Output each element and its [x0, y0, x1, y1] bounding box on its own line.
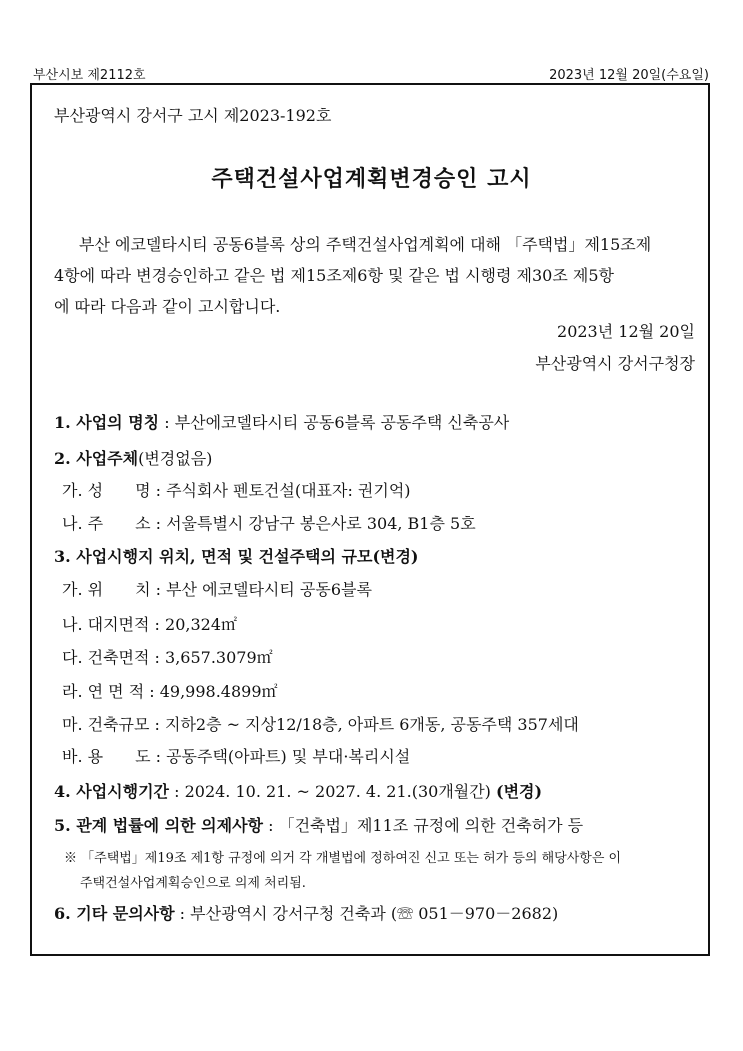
item-3c: 다. 건축면적 : 3,657.3079㎡ — [62, 648, 273, 667]
item-2-suffix: (변경없음) — [138, 449, 213, 468]
item-5-label: 5. 관계 법률에 의한 의제사항 — [54, 816, 264, 835]
item-4-label: 4. 사업시행기간 — [54, 782, 170, 801]
notice-number: 부산광역시 강서구 고시 제2023-192호 — [54, 106, 332, 125]
item-4-suffix: (변경) — [496, 782, 543, 801]
item-5-value: : 「건축법」제11조 규정에 의한 건축허가 등 — [263, 816, 584, 835]
item-3e: 마. 건축규모 : 지하2층 ~ 지상12/18층, 아파트 6개동, 공동주택 357세대 — [62, 715, 579, 734]
note-line-2: 주택건설사업계획승인으로 의제 처리됨. — [80, 876, 306, 891]
item-6 — [54, 904, 558, 924]
note-line-1: ※ 「주택법」제19조 제1항 규정에 의거 각 개별법에 정하여진 신고 또는 허가 등의 해당사항은 이 — [64, 851, 622, 866]
intro-line-1: 부산 에코델타시티 공동6블록 상의 주택건설사업계획에 대해 「주택법」제15조제 — [79, 235, 652, 254]
gazette-date: 2023년 12월 20일(수요일) — [549, 68, 709, 83]
item-5 — [54, 816, 583, 836]
item-2b: 나. 주 소 : 서울특별시 강남구 봉은사로 304, B1층 5호 — [62, 514, 476, 533]
item-1 — [54, 413, 509, 433]
item-6-value: : 부산광역시 강서구청 건축과 (☏ 051－970－2682) — [174, 904, 559, 923]
item-1-label: 1. 사업의 명칭 — [54, 413, 160, 432]
notice-title: 주택건설사업계획변경승인 고시 — [211, 166, 532, 192]
item-2-label: 2. 사업주체 — [54, 449, 139, 468]
item-6-label: 6. 기타 문의사항 — [54, 904, 175, 923]
signer: 부산광역시 강서구청장 — [535, 354, 695, 373]
item-4 — [54, 782, 542, 802]
item-3d: 라. 연 면 적 : 49,998.4899㎡ — [62, 682, 278, 701]
item-2 — [54, 449, 212, 469]
item-3f: 바. 용 도 : 공동주택(아파트) 및 부대·복리시설 — [62, 747, 411, 766]
intro-line-3: 에 따라 다음과 같이 고시합니다. — [54, 297, 281, 316]
item-4-value: : 2024. 10. 21. ~ 2027. 4. 21.(30개월간) — [169, 782, 497, 801]
sign-date: 2023년 12월 20일 — [557, 322, 695, 341]
item-3: 3. 사업시행지 위치, 면적 및 건설주택의 규모(변경) — [54, 547, 419, 566]
item-1-value: : 부산에코델타시티 공동6블록 공동주택 신축공사 — [159, 413, 510, 432]
item-2a: 가. 성 명 : 주식회사 펜토건설(대표자: 권기억) — [62, 481, 411, 500]
gazette-issue: 부산시보 제2112호 — [33, 68, 146, 83]
item-3a: 가. 위 치 : 부산 에코델타시티 공동6블록 — [62, 580, 372, 599]
item-3b: 나. 대지면적 : 20,324㎡ — [62, 615, 237, 634]
intro-line-2: 4항에 따라 변경승인하고 같은 법 제15조제6항 및 같은 법 시행령 제30조 제5항 — [54, 266, 614, 285]
